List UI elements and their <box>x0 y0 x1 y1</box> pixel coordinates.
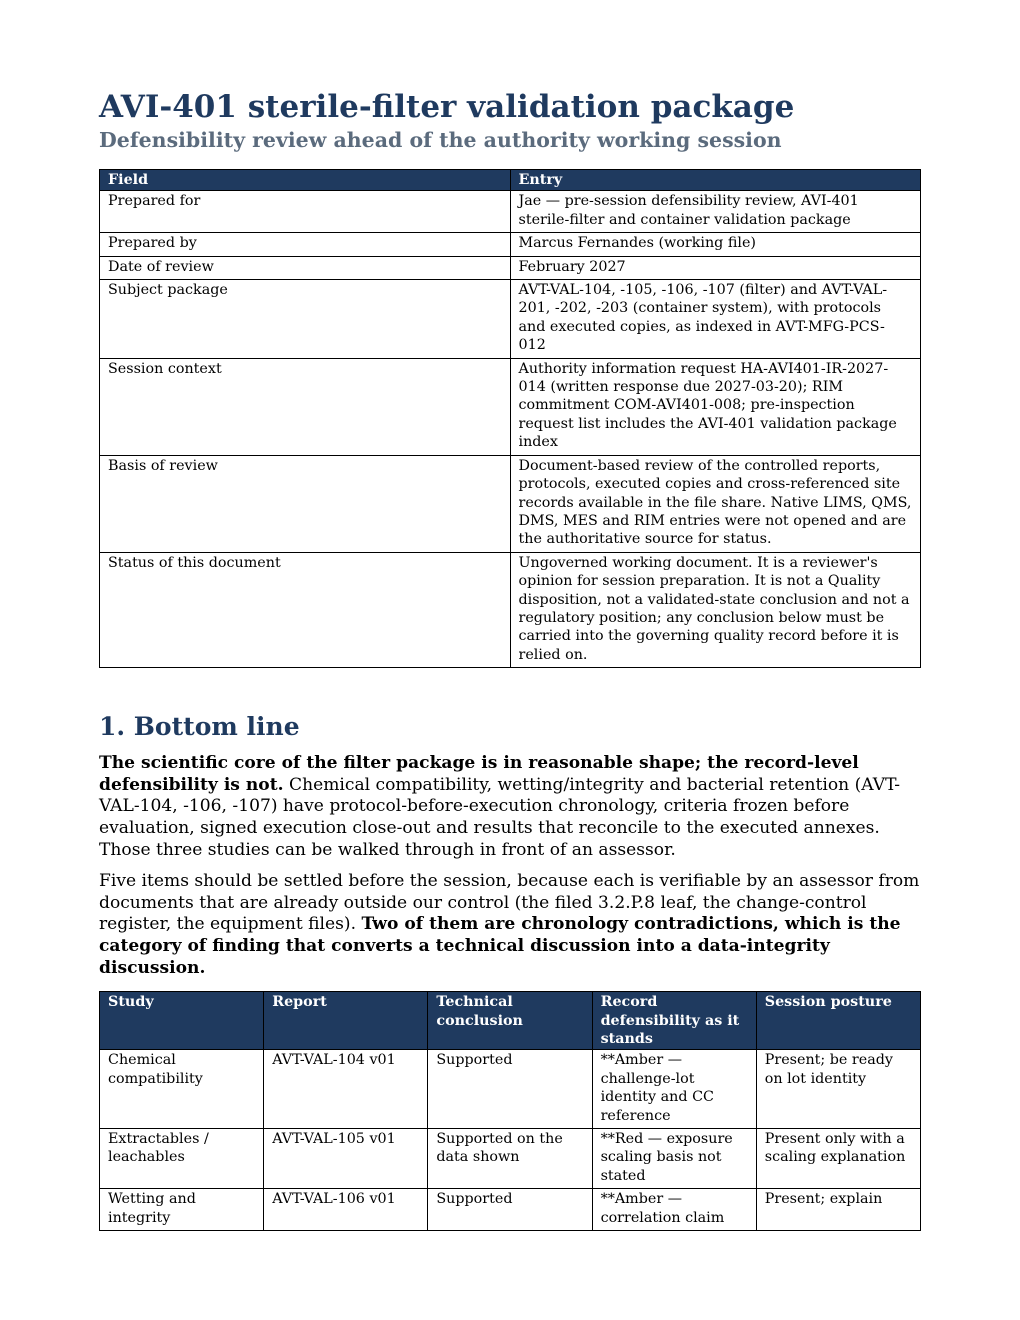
column-header: Technical conclusion <box>428 992 592 1050</box>
document-title: AVI-401 sterile-filter validation package <box>99 89 795 125</box>
field-cell: Prepared by <box>100 233 511 256</box>
entry-cell: Ungoverned working document. It is a reviewer's opinion for session preparation. It is not a Quality disposition, not a validated-state conclusion and not a regulatory position; any conclusion below must be carried into the governing quality record before it is relied on. <box>510 552 921 667</box>
column-header: Field <box>100 170 511 191</box>
paragraph <box>99 753 921 861</box>
table-header-row <box>100 992 921 1050</box>
report-cell: AVT-VAL-105 v01 <box>264 1128 428 1188</box>
section-heading: 1. Bottom line <box>99 712 300 742</box>
table-row <box>100 280 921 359</box>
table-row <box>100 191 921 233</box>
report-cell: AVT-VAL-104 v01 <box>264 1050 428 1129</box>
document-subtitle: Defensibility review ahead of the authority working session <box>99 128 782 152</box>
entry-cell: Marcus Fernandes (working file) <box>510 233 921 256</box>
paragraph-text: Chemical compatibility, wetting/integrity and bacterial retention (AVT-VAL-104, -106, -107) have protocol-before-execution chronology, criteria frozen before evaluation, signed execution close-out and results that reconcile to the executed annexes. Those three studies can be walked through in front of an assessor. <box>99 774 901 860</box>
column-header: Study <box>100 992 264 1050</box>
entry-cell: February 2027 <box>510 256 921 279</box>
study-summary-table <box>99 991 921 1231</box>
table-row <box>100 1189 921 1231</box>
field-cell: Status of this document <box>100 552 511 667</box>
entry-cell: Document-based review of the controlled reports, protocols, executed copies and cross-referenced site records available in the file share. Native LIMS, QMS, DMS, MES and RIM entries were not opened and are the authoritative source for status. <box>510 455 921 552</box>
bold-lead: The scientific core of the filter package is in reasonable shape; the record-level defensibility is not. <box>99 753 859 795</box>
document-page <box>99 88 921 1231</box>
table-row <box>100 455 921 552</box>
posture-cell: Present only with a scaling explanation <box>756 1128 920 1188</box>
field-cell: Session context <box>100 358 511 455</box>
table-row <box>100 233 921 256</box>
entry-cell: Authority information request HA-AVI401-IR-2027-014 (written response due 2027-03-20); RIM commitment COM-AVI401-008; pre-inspection request list includes the AVI-401 validation package index <box>510 358 921 455</box>
field-cell: Subject package <box>100 280 511 359</box>
field-cell: Date of review <box>100 256 511 279</box>
table-row <box>100 552 921 667</box>
entry-cell: AVT-VAL-104, -105, -106, -107 (filter) and AVT-VAL-201, -202, -203 (container system), with protocols and executed copies, as indexed in AVT-MFG-PCS-012 <box>510 280 921 359</box>
defensibility-cell: **Amber — challenge-lot identity and CC reference <box>592 1050 756 1129</box>
column-header: Record defensibility as it stands <box>592 992 756 1050</box>
entry-cell: Jae — pre-session defensibility review, AVI-401 sterile-filter and container validation package <box>510 191 921 233</box>
study-cell: Extractables / leachables <box>100 1128 264 1188</box>
conclusion-cell: Supported <box>428 1050 592 1129</box>
table-row <box>100 256 921 279</box>
conclusion-cell: Supported <box>428 1189 592 1231</box>
table-header-row <box>100 170 921 191</box>
report-cell: AVT-VAL-106 v01 <box>264 1189 428 1231</box>
defensibility-cell: **Amber — correlation claim <box>592 1189 756 1231</box>
table-row <box>100 358 921 455</box>
paragraph-text: Five items should be settled before the session, because each is verifiable by an assessor from documents that are already outside our control (the filed 3.2.P.8 leaf, the change-control register, the equipment files). <box>99 871 920 935</box>
field-cell: Prepared for <box>100 191 511 233</box>
column-header: Entry <box>510 170 921 191</box>
table-row <box>100 1128 921 1188</box>
posture-cell: Present; be ready on lot identity <box>756 1050 920 1129</box>
study-cell: Chemical compatibility <box>100 1050 264 1129</box>
column-header: Session posture <box>756 992 920 1050</box>
defensibility-cell: **Red — exposure scaling basis not stated <box>592 1128 756 1188</box>
field-cell: Basis of review <box>100 455 511 552</box>
conclusion-cell: Supported on the data shown <box>428 1128 592 1188</box>
metadata-table <box>99 169 921 668</box>
column-header: Report <box>264 992 428 1050</box>
paragraph <box>99 871 921 979</box>
posture-cell: Present; explain <box>756 1189 920 1231</box>
table-row <box>100 1050 921 1129</box>
bold-emphasis: Two of them are chronology contradictions, which is the category of finding that converts a technical discussion into a data-integrity discussion. <box>99 914 901 978</box>
study-cell: Wetting and integrity <box>100 1189 264 1231</box>
